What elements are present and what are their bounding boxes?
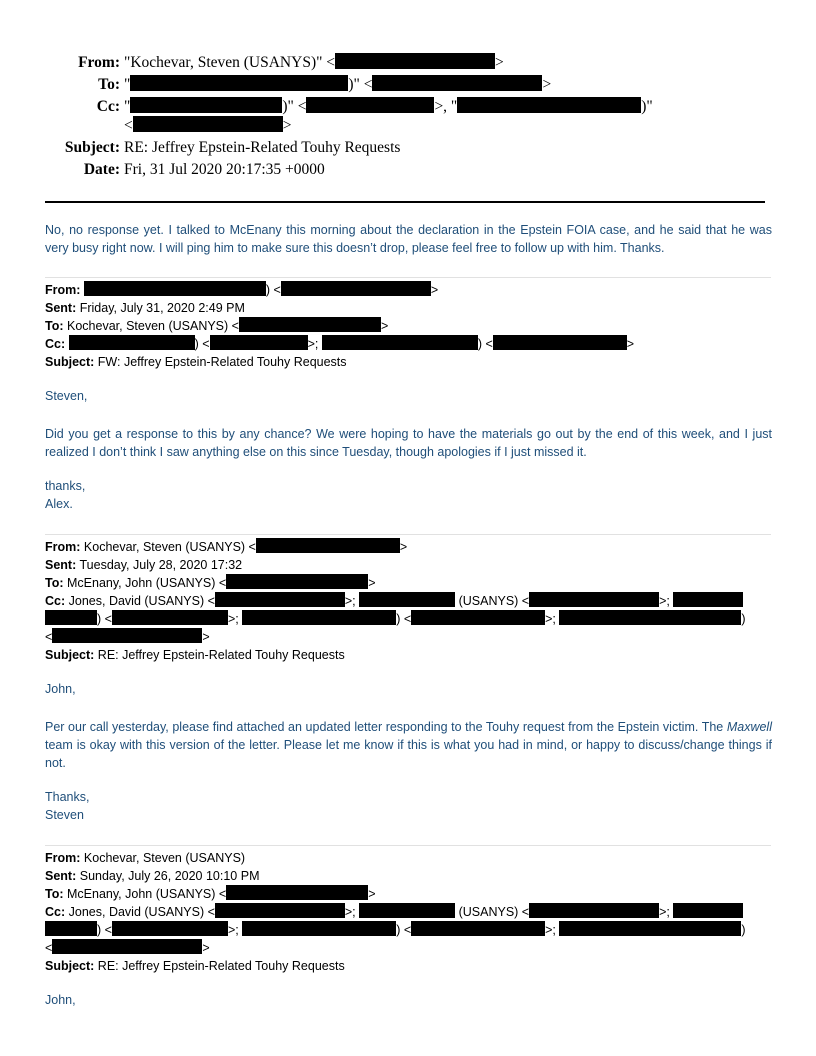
cc-label: Cc: <box>96 98 120 115</box>
message-1-body: No, no response yet. I talked to McEnany this morning about the declaration in the Epstein FOIA case, and he said that he was very busy right now. I will ping him to make sure this doesn’t drop, please feel free to follow up with him. Thanks. <box>45 223 772 255</box>
msg2-body: Did you get a response to this by any chance? We were hoping to have the materials go out by the end of this week, and I just realized I don’t think I saw anything else on this since Tuesday, though apologies if I just missed it. <box>45 427 772 459</box>
msg2-greeting: Steven, <box>45 389 88 403</box>
redaction-block <box>322 335 478 350</box>
subject-value: RE: Jeffrey Epstein-Related Touhy Requests <box>124 139 401 156</box>
redaction-block <box>256 538 400 553</box>
redaction-block <box>281 281 431 296</box>
redaction-block <box>130 97 282 113</box>
msg3-sent: Sent: Tuesday, July 28, 2020 17:32 <box>45 558 243 572</box>
msg4-from: From: Kochevar, Steven (USANYS) <box>45 851 246 865</box>
redaction-block <box>529 903 659 918</box>
message-separator <box>45 277 771 278</box>
redaction-block <box>52 628 202 643</box>
date-label: Date: <box>83 161 120 178</box>
redaction-block <box>84 281 266 296</box>
msg4-to: To: McEnany, John (USANYS) < > <box>45 887 376 901</box>
redaction-block <box>457 97 641 113</box>
msg4-subject: Subject: RE: Jeffrey Epstein-Related Touhy Requests <box>45 959 345 973</box>
redaction-block <box>215 592 345 607</box>
redaction-block <box>242 921 396 936</box>
msg3-cc-cont2: < > <box>45 630 210 644</box>
redaction-block <box>242 610 396 625</box>
msg2-signature: Alex. <box>45 497 73 511</box>
redaction-block <box>130 75 348 91</box>
msg3-body: Per our call yesterday, please find attached an updated letter responding to the Touhy request from the Epstein victim. The Maxwell team is okay with this version of the letter. Please let me know if this is what you had in mind, or happy to discuss/change things if not. <box>45 720 772 770</box>
redaction-block <box>215 903 345 918</box>
msg2-from: From: ) < > <box>45 283 439 297</box>
msg3-signature: Steven <box>45 808 84 822</box>
redaction-block <box>359 592 455 607</box>
msg4-greeting: John, <box>45 993 76 1007</box>
redaction-block <box>411 610 545 625</box>
redaction-block <box>559 921 741 936</box>
msg3-signoff: Thanks, <box>45 790 90 804</box>
email-header <box>0 53 816 183</box>
redaction-block <box>673 592 743 607</box>
message-separator <box>45 534 771 535</box>
redaction-block <box>52 939 202 954</box>
msg4-cc-cont: ) < >; ) < >; ) <box>45 921 746 939</box>
msg2-to: To: Kochevar, Steven (USANYS) < > <box>45 319 389 333</box>
msg3-from: From: Kochevar, Steven (USANYS) < > <box>45 540 408 554</box>
redaction-block <box>210 335 308 350</box>
msg3-cc: Cc: Jones, David (USANYS) < >; (USANYS) < >; <box>45 592 743 610</box>
maxwell-italic: Maxwell <box>726 720 772 734</box>
redaction-block <box>45 610 97 625</box>
redaction-block <box>226 574 368 589</box>
msg3-to: To: McEnany, John (USANYS) < > <box>45 576 376 590</box>
cc-value-cont: < > <box>124 117 292 134</box>
message-separator <box>45 845 771 846</box>
redaction-block <box>673 903 743 918</box>
redaction-block <box>529 592 659 607</box>
redaction-block <box>239 317 381 332</box>
redaction-block <box>372 75 542 91</box>
redaction-block <box>226 885 368 900</box>
redaction-block <box>335 53 495 69</box>
subject-label: Subject: <box>64 139 120 156</box>
msg2-cc: Cc: ) < >; ) < > <box>45 337 635 351</box>
cc-value: " )" < >, " )" <box>124 98 653 115</box>
msg3-cc-cont: ) < >; ) < >; ) <box>45 610 746 628</box>
msg3-greeting: John, <box>45 682 76 696</box>
msg2-subject: Subject: FW: Jeffrey Epstein-Related Touhy Requests <box>45 355 347 369</box>
redaction-block <box>133 116 283 132</box>
date-value: Fri, 31 Jul 2020 20:17:35 +0000 <box>124 161 325 178</box>
header-divider <box>45 201 765 203</box>
redaction-block <box>359 903 455 918</box>
redaction-block <box>559 610 741 625</box>
from-value: "Kochevar, Steven (USANYS)" < > <box>124 54 504 71</box>
msg4-cc-cont2: < > <box>45 941 210 955</box>
redaction-block <box>112 610 228 625</box>
msg4-sent: Sent: Sunday, July 26, 2020 10:10 PM <box>45 869 260 883</box>
redaction-block <box>411 921 545 936</box>
msg4-cc: Cc: Jones, David (USANYS) < >; (USANYS) < >; <box>45 903 743 921</box>
msg2-sent: Sent: Friday, July 31, 2020 2:49 PM <box>45 301 245 315</box>
msg2-signoff: thanks, <box>45 479 86 493</box>
to-label: To: <box>98 76 120 93</box>
redaction-block <box>493 335 627 350</box>
redaction-block <box>45 921 97 936</box>
to-value: " )" < > <box>124 76 552 93</box>
redaction-block <box>69 335 195 350</box>
from-label: From: <box>78 54 120 71</box>
redaction-block <box>112 921 228 936</box>
msg3-subject: Subject: RE: Jeffrey Epstein-Related Touhy Requests <box>45 648 345 662</box>
redaction-block <box>306 97 434 113</box>
